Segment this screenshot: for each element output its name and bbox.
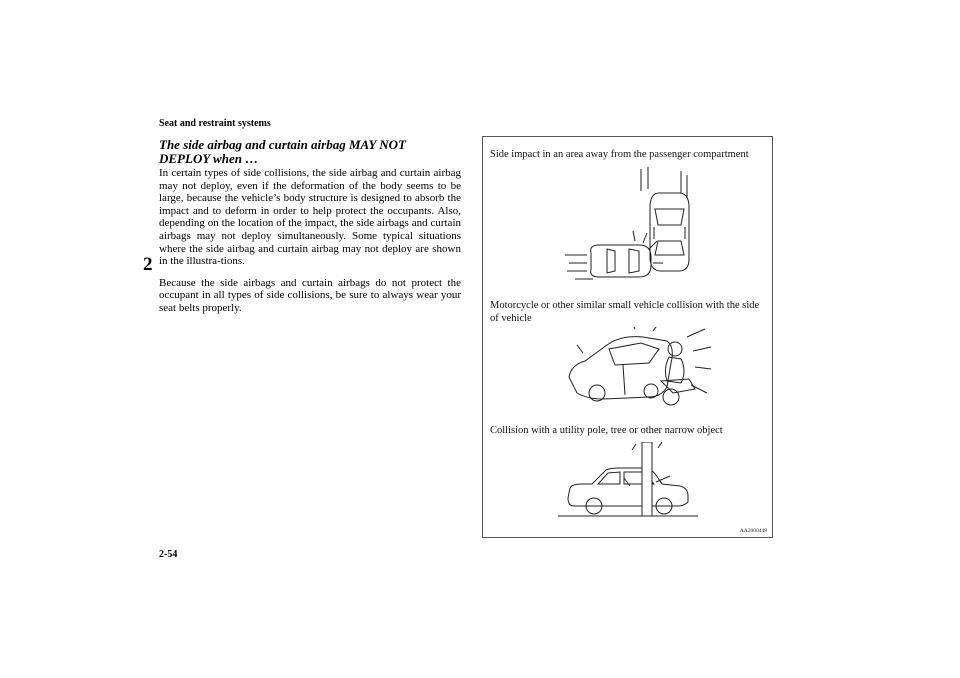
body-paragraph: In certain types of side collisions, the side airbag and curtain airbag may not deploy, even if the deformation of the body seems to be large, because the vehicle’s body structure is designed to absorb the impact and to deform in order to help protect the occupants. Also, depending on the location of the impact, the side airbags and curtain airbags may not deploy simultaneously. Some typical situations where the side airbag and curtain airbag may not deploy are shown in the illustra-tions. — [159, 167, 461, 268]
figure-caption-side-impact: Side impact in an area away from the passenger compartment — [490, 149, 749, 160]
page-number: 2-54 — [159, 549, 178, 560]
figure-caption-motorcycle: Motorcycle or other similar small vehicle collision with the side of vehicle — [490, 300, 760, 324]
utility-pole-collision-icon — [558, 442, 698, 522]
motorcycle-collision-icon — [563, 327, 713, 417]
section-header: Seat and restraint systems — [159, 118, 271, 129]
side-impact-cars-icon — [563, 167, 703, 282]
chapter-number-tab: 2 — [143, 254, 153, 275]
figure-caption-narrow-object: Collision with a utility pole, tree or other narrow object — [490, 425, 723, 436]
main-text-column — [159, 138, 461, 315]
section-heading: The side airbag and curtain airbag MAY NOT DEPLOY when … — [159, 137, 406, 166]
illustration-figure — [482, 136, 773, 538]
figure-code: AA2000448 — [739, 528, 767, 534]
body-paragraph: Because the side airbags and curtain airbags do not protect the occupant in all types of side collisions, be sure to always wear your seat belts properly. — [159, 276, 461, 314]
